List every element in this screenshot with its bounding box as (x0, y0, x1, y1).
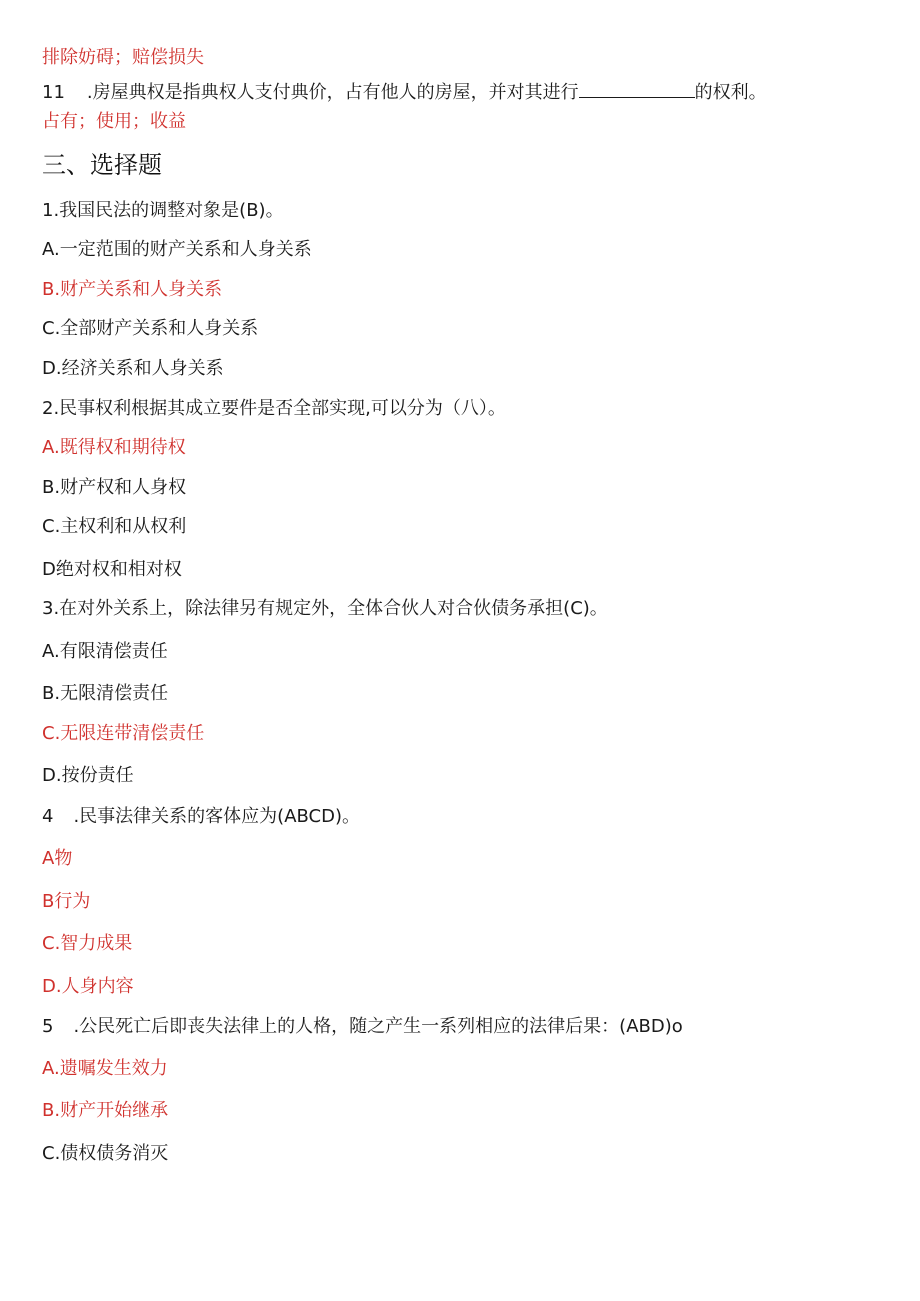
option: D.按份责任 (42, 765, 134, 786)
question-text: .房屋典权是指典权人支付典价，占有他人的房屋，并对其进行 (86, 82, 579, 103)
option: B.财产权和人身权 (42, 477, 187, 498)
section-title: 三、选择题 (42, 151, 162, 179)
question-text: .民事法律关系的客体应为(ABCD)。 (73, 806, 360, 827)
question-text-end: 的权利。 (694, 82, 767, 103)
question-3-stem: 3.在对外关系上，除法律另有规定外，全体合伙人对合伙债务承担(C)。 (42, 598, 608, 619)
question-number: 11 (42, 82, 65, 103)
option: A.有限清偿责任 (42, 641, 168, 662)
fill-in-blank (579, 79, 695, 98)
question-5-stem (42, 1015, 683, 1039)
correct-option: A.遗嘱发生效力 (42, 1058, 168, 1079)
option: C.债权债务消灭 (42, 1143, 169, 1164)
option: D绝对权和相对权 (42, 559, 182, 580)
previous-answer: 排除妨碍；赔偿损失 (42, 47, 204, 68)
question-number: 4 (42, 806, 54, 827)
correct-option: A.既得权和期待权 (42, 437, 186, 458)
question-11 (42, 79, 767, 105)
correct-option: C.无限连带清偿责任 (42, 723, 205, 744)
correct-option: B行为 (42, 891, 91, 912)
correct-option: D.人身内容 (42, 976, 134, 997)
option: C.主权利和从权利 (42, 516, 187, 537)
question-11-answer: 占有；使用；收益 (42, 111, 186, 132)
question-4-stem (42, 805, 360, 829)
question-2-stem: 2.民事权利根据其成立要件是否全部实现,可以分为（八）。 (42, 398, 506, 419)
option: C.全部财产关系和人身关系 (42, 318, 259, 339)
question-text: .公民死亡后即丧失法律上的人格，随之产生一系列相应的法律后果：(ABD)o (73, 1016, 683, 1037)
question-1-stem: 1.我国民法的调整对象是(B)。 (42, 200, 284, 221)
correct-option: C.智力成果 (42, 933, 133, 954)
option: B.无限清偿责任 (42, 683, 169, 704)
option: A.一定范围的财产关系和人身关系 (42, 239, 312, 260)
correct-option: A物 (42, 848, 73, 869)
correct-option: B.财产开始继承 (42, 1100, 169, 1121)
question-number: 5 (42, 1016, 54, 1037)
correct-option: B.财产关系和人身关系 (42, 279, 223, 300)
option: D.经济关系和人身关系 (42, 358, 224, 379)
